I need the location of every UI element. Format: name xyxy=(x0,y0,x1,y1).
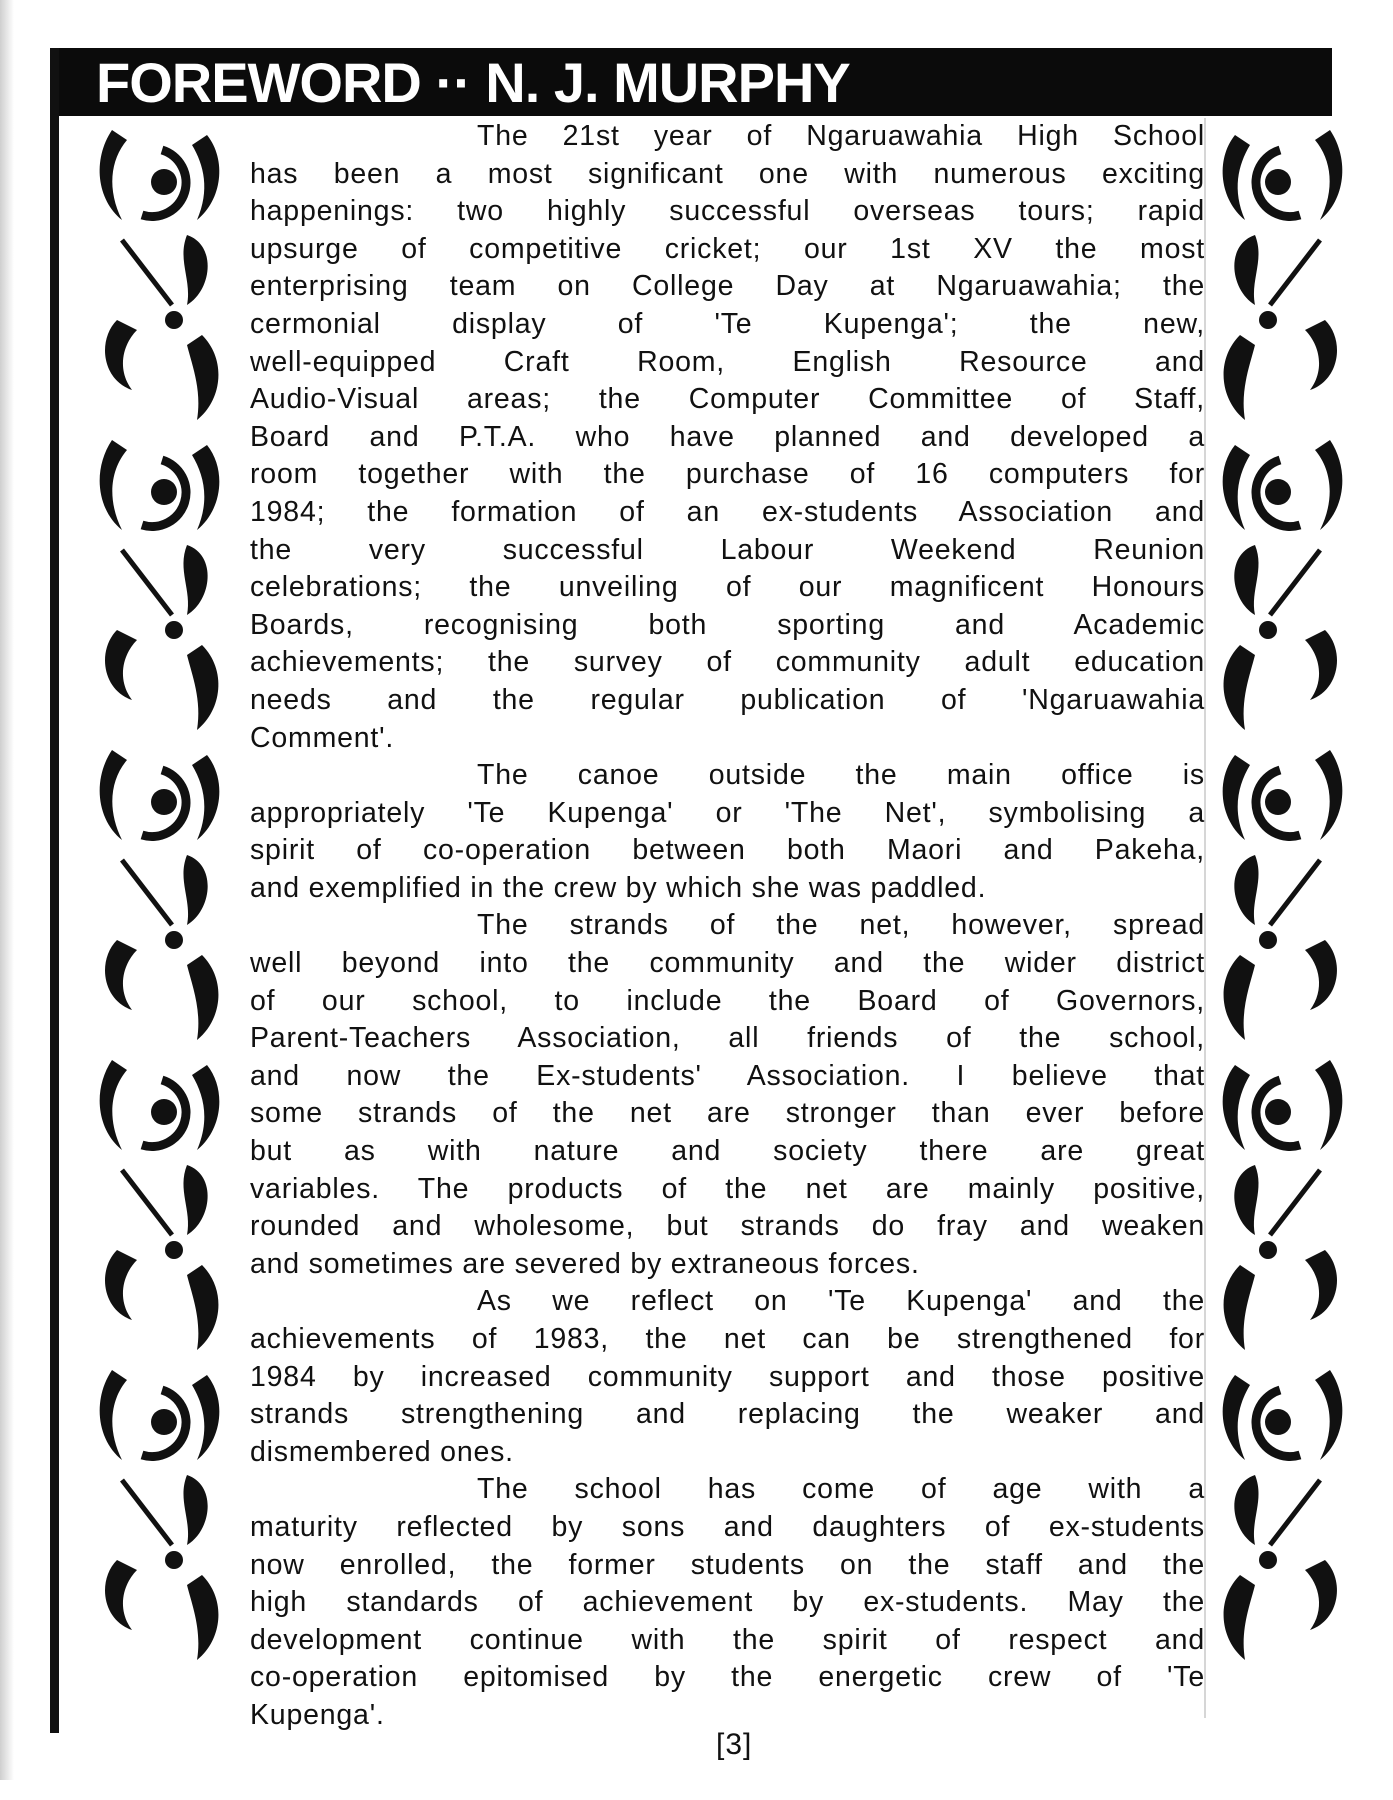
teardrop-icon xyxy=(1315,440,1342,530)
scan-edge-shadow xyxy=(0,0,14,1780)
bud-dot-icon xyxy=(165,311,183,329)
text-line: maturity reflected by sons and daughters of ex-students xyxy=(250,1510,1205,1543)
paragraph xyxy=(250,1471,1205,1734)
teardrop-icon xyxy=(187,1265,218,1350)
teardrop-icon xyxy=(1223,755,1250,840)
text-line: dismembered ones. xyxy=(250,1435,514,1468)
text-line: Comment'. xyxy=(250,721,395,754)
swirl-dot-icon xyxy=(1265,479,1291,505)
stem-line xyxy=(122,1480,172,1545)
teardrop-icon xyxy=(1224,1575,1255,1660)
teardrop-icon xyxy=(100,130,127,220)
text-line: well-equipped Craft Room, English Resource and xyxy=(250,345,1205,378)
foreword-body xyxy=(250,118,1205,1735)
text-line: strands strengthening and replacing the weaker and xyxy=(250,1398,1205,1431)
teardrop-icon xyxy=(1305,1250,1337,1320)
bud-dot-icon xyxy=(1259,1241,1277,1259)
teardrop-icon xyxy=(1305,940,1337,1010)
ornament-motif xyxy=(100,440,220,730)
teardrop-icon xyxy=(105,630,137,700)
ornament-motif xyxy=(100,750,220,1040)
text-line: and sometimes are severed by extraneous forces. xyxy=(250,1247,920,1280)
text-line: spirit of co-operation between both Maori and Pakeha, xyxy=(250,834,1205,867)
teardrop-icon xyxy=(1224,1265,1255,1350)
bud-dot-icon xyxy=(1259,621,1277,639)
text-line: of our school, to include the Board of Governors, xyxy=(250,984,1205,1017)
teardrop-icon xyxy=(1223,445,1250,530)
teardrop-icon xyxy=(192,135,219,220)
swirl-dot-icon xyxy=(151,479,177,505)
text-line: and now the Ex-students' Association. I believe that xyxy=(250,1059,1205,1092)
paragraph xyxy=(250,118,1205,757)
bud-dot-icon xyxy=(165,931,183,949)
ornament-motif xyxy=(100,130,220,420)
swirl-dot-icon xyxy=(151,1099,177,1125)
stem-line xyxy=(122,860,172,925)
teardrop-icon xyxy=(105,320,137,390)
teardrop-icon xyxy=(1224,335,1255,420)
teardrop-icon xyxy=(105,1560,137,1630)
text-line: needs and the regular publication of 'Ngaruawahia xyxy=(250,683,1205,716)
leaf-icon xyxy=(1234,855,1258,925)
page-title: FOREWORD ·· N. J. MURPHY xyxy=(96,51,850,114)
leaf-icon xyxy=(1234,1475,1258,1545)
teardrop-icon xyxy=(1315,750,1342,840)
stem-line xyxy=(1270,550,1320,615)
text-line: Board and P.T.A. who have planned and developed a xyxy=(250,420,1205,453)
text-line: The 21st year of Ngaruawahia High School xyxy=(477,120,1205,152)
paragraph xyxy=(250,757,1205,907)
teardrop-icon xyxy=(187,645,218,730)
leaf-icon xyxy=(183,235,207,305)
swirl-dot-icon xyxy=(1265,789,1291,815)
text-line: cermonial display of 'Te Kupenga'; the new, xyxy=(250,307,1205,340)
ornament-motif xyxy=(1223,1060,1343,1350)
header-bar xyxy=(50,48,1332,116)
teardrop-icon xyxy=(105,940,137,1010)
text-line: Boards, recognising both sporting and Academic xyxy=(250,608,1205,641)
text-line: rounded and wholesome, but strands do fray and weaken xyxy=(250,1210,1205,1243)
swirl-dot-icon xyxy=(1265,169,1291,195)
stem-line xyxy=(122,240,172,305)
ornament-motif xyxy=(1223,1370,1343,1660)
teardrop-icon xyxy=(192,1375,219,1460)
text-line: well beyond into the community and the wider district xyxy=(250,947,1205,980)
teardrop-icon xyxy=(100,1060,127,1150)
stem-line xyxy=(1270,1480,1320,1545)
teardrop-icon xyxy=(1223,135,1250,220)
teardrop-icon xyxy=(1224,955,1255,1040)
teardrop-icon xyxy=(1315,1060,1342,1150)
ornament-motif xyxy=(1223,440,1343,730)
stem-line xyxy=(122,550,172,615)
text-line: As we reflect on 'Te Kupenga' and the xyxy=(477,1285,1205,1318)
leaf-icon xyxy=(1234,235,1258,305)
text-line: development continue with the spirit of respect and xyxy=(250,1623,1205,1656)
text-line: high standards of achievement by ex-students. May the xyxy=(250,1586,1205,1619)
ornament-motif xyxy=(100,1060,220,1350)
teardrop-icon xyxy=(1223,1065,1250,1150)
teardrop-icon xyxy=(105,1250,137,1320)
page-number: [3] xyxy=(716,1728,753,1761)
leaf-icon xyxy=(183,545,207,615)
swirl-dot-icon xyxy=(151,789,177,815)
teardrop-icon xyxy=(1305,1560,1337,1630)
teardrop-icon xyxy=(192,755,219,840)
stem-line xyxy=(1270,860,1320,925)
text-line: variables. The products of the net are mainly positive, xyxy=(250,1172,1205,1205)
teardrop-icon xyxy=(187,955,218,1040)
bud-dot-icon xyxy=(1259,931,1277,949)
text-line: appropriately 'Te Kupenga' or 'The Net', symbolising a xyxy=(250,796,1205,829)
text-line: Kupenga'. xyxy=(250,1698,385,1731)
teardrop-icon xyxy=(100,750,127,840)
text-line: happenings: two highly successful overseas tours; rapid xyxy=(250,195,1205,228)
text-line: some strands of the net are stronger than ever before xyxy=(250,1097,1205,1130)
teardrop-icon xyxy=(187,335,218,420)
paragraph xyxy=(250,907,1205,1283)
bud-dot-icon xyxy=(165,1241,183,1259)
swirl-dot-icon xyxy=(1265,1099,1291,1125)
paragraph xyxy=(250,1283,1205,1471)
text-line: and exemplified in the crew by which she was paddled. xyxy=(250,871,987,904)
leaf-icon xyxy=(1234,545,1258,615)
text-line: enterprising team on College Day at Ngaruawahia; the xyxy=(250,270,1205,303)
bud-dot-icon xyxy=(1259,1551,1277,1569)
teardrop-icon xyxy=(192,445,219,530)
bud-dot-icon xyxy=(165,1551,183,1569)
teardrop-icon xyxy=(187,1575,218,1660)
teardrop-icon xyxy=(1305,320,1337,390)
text-line: co-operation epitomised by the energetic crew of 'Te xyxy=(250,1661,1205,1694)
teardrop-icon xyxy=(192,1065,219,1150)
text-line: but as with nature and society there are great xyxy=(250,1135,1205,1168)
swirl-dot-icon xyxy=(151,1409,177,1435)
text-line: celebrations; the unveiling of our magnificent Honours xyxy=(250,571,1205,604)
teardrop-icon xyxy=(100,440,127,530)
teardrop-icon xyxy=(1223,1375,1250,1460)
ornamental-border-left xyxy=(92,120,232,1680)
text-line: has been a most significant one with numerous exciting xyxy=(250,157,1205,190)
leaf-icon xyxy=(183,855,207,925)
text-line: The strands of the net, however, spread xyxy=(477,909,1205,942)
leaf-icon xyxy=(1234,1165,1258,1235)
teardrop-icon xyxy=(1224,645,1255,730)
text-line: achievements of 1983, the net can be strengthened for xyxy=(250,1323,1205,1355)
text-line: upsurge of competitive cricket; our 1st XV the most xyxy=(250,232,1205,265)
bud-dot-icon xyxy=(165,621,183,639)
ornament-motif xyxy=(1223,750,1343,1040)
text-line: Audio-Visual areas; the Computer Committee of Staff, xyxy=(250,383,1205,416)
teardrop-icon xyxy=(1315,130,1342,220)
teardrop-icon xyxy=(100,1370,127,1460)
left-border-rule xyxy=(50,48,59,1733)
text-line: 1984 by increased community support and those positive xyxy=(250,1360,1205,1393)
text-line: the very successful Labour Weekend Reunion xyxy=(250,533,1205,566)
text-line: The school has come of age with a xyxy=(477,1473,1205,1506)
stem-line xyxy=(122,1170,172,1235)
text-line: room together with the purchase of 16 computers for xyxy=(250,458,1205,491)
leaf-icon xyxy=(183,1165,207,1235)
swirl-dot-icon xyxy=(1265,1409,1291,1435)
stem-line xyxy=(1270,1170,1320,1235)
ornamental-border-right xyxy=(1210,120,1350,1680)
stem-line xyxy=(1270,240,1320,305)
ornament-motif xyxy=(1223,130,1343,420)
text-line: now enrolled, the former students on the staff and the xyxy=(250,1548,1205,1581)
swirl-dot-icon xyxy=(151,169,177,195)
text-line: achievements; the survey of community adult education xyxy=(250,646,1205,679)
bud-dot-icon xyxy=(1259,311,1277,329)
text-line: 1984; the formation of an ex-students Association and xyxy=(250,495,1205,528)
text-line: Parent-Teachers Association, all friends of the school, xyxy=(250,1022,1205,1055)
text-line: The canoe outside the main office is xyxy=(477,759,1205,792)
teardrop-icon xyxy=(1305,630,1337,700)
ornament-motif xyxy=(100,1370,220,1660)
teardrop-icon xyxy=(1315,1370,1342,1460)
leaf-icon xyxy=(183,1475,207,1545)
